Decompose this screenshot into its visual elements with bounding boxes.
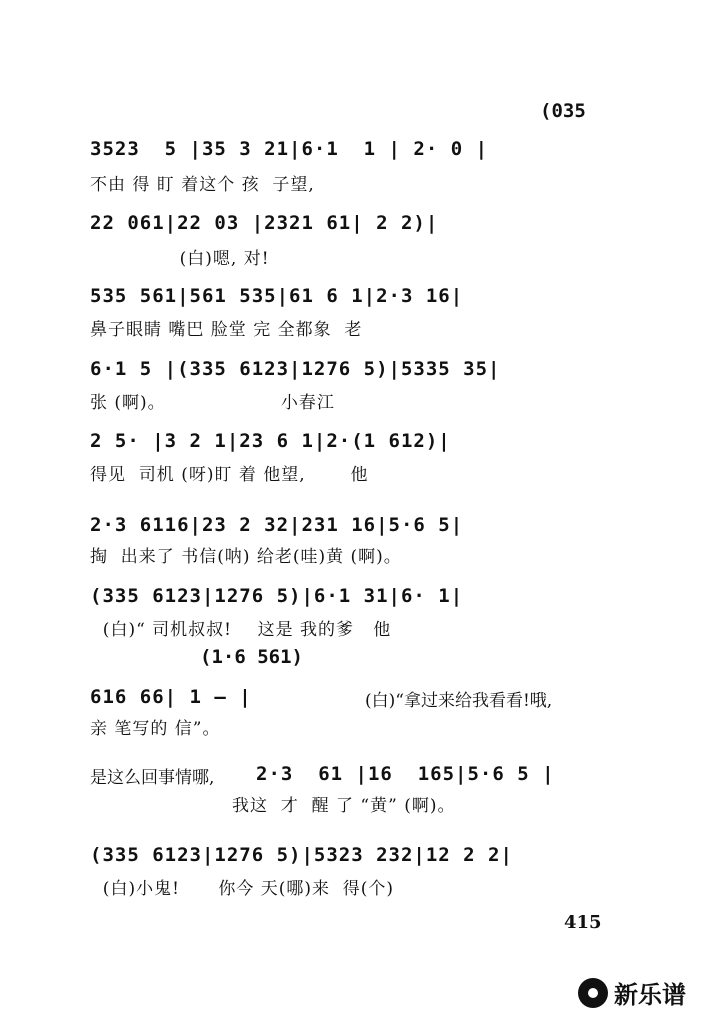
lyric-line: 张 (啊)。 小春江 bbox=[90, 393, 335, 413]
lyric-line: 得见 司机 (呀)盯 着 他望, 他 bbox=[90, 465, 369, 485]
lyric-line: (白)小鬼! 你今 天(哪)来 得(个) bbox=[90, 879, 395, 899]
notation-line: 2·3 6116|23 2 32|231 16|5·6 5| bbox=[90, 514, 464, 536]
spoken-line: 是这么回事情哪, bbox=[90, 768, 215, 788]
notation-line: (335 6123|1276 5)|6·1 31|6· 1| bbox=[90, 585, 464, 607]
lyric-line: 亲 笔写的 信”。 bbox=[90, 719, 221, 739]
pickup-notes: (035 bbox=[540, 100, 586, 122]
lyric-line: 不由 得 盯 着这个 孩 子望, bbox=[90, 175, 315, 195]
inserted-notes: (1·6 561) bbox=[200, 646, 303, 668]
page-number: 415 bbox=[564, 912, 602, 933]
notation-line: 22 061|22 03 |2321 61| 2 2)| bbox=[90, 212, 439, 234]
lyric-line: (白)嗯, 对! bbox=[90, 249, 270, 269]
lyric-line: 我这 才 醒 了 “黄” (啊)。 bbox=[232, 796, 456, 816]
notation-line: 616 66| 1 — | bbox=[90, 686, 252, 708]
notation-line: (335 6123|1276 5)|5323 232|12 2 2| bbox=[90, 844, 513, 866]
watermark-logo bbox=[578, 975, 686, 1010]
logo-text: 新乐谱 bbox=[614, 981, 686, 1009]
notation-line: 6·1 5 |(335 6123|1276 5)|5335 35| bbox=[90, 358, 501, 380]
lyric-line: 鼻子眼睛 嘴巴 脸堂 完 全都象 老 bbox=[90, 320, 363, 340]
notation-line: 2 5· |3 2 1|23 6 1|2·(1 612)| bbox=[90, 430, 451, 452]
notation-line: 3523 5 |35 3 21|6·1 1 | 2· 0 | bbox=[90, 138, 489, 160]
notation-line: 535 561|561 535|61 6 1|2·3 16| bbox=[90, 285, 464, 307]
spoken-line: (白)“拿过来给我看看!哦, bbox=[365, 691, 553, 711]
lyric-line: 掏 出来了 书信(呐) 给老(哇)黄 (啊)。 bbox=[90, 547, 402, 567]
record-disc-icon bbox=[578, 978, 608, 1008]
lyric-line: (白)“ 司机叔叔! 这是 我的爹 他 bbox=[90, 620, 392, 640]
notation-line: 2·3 61 |16 165|5·6 5 | bbox=[256, 763, 555, 785]
